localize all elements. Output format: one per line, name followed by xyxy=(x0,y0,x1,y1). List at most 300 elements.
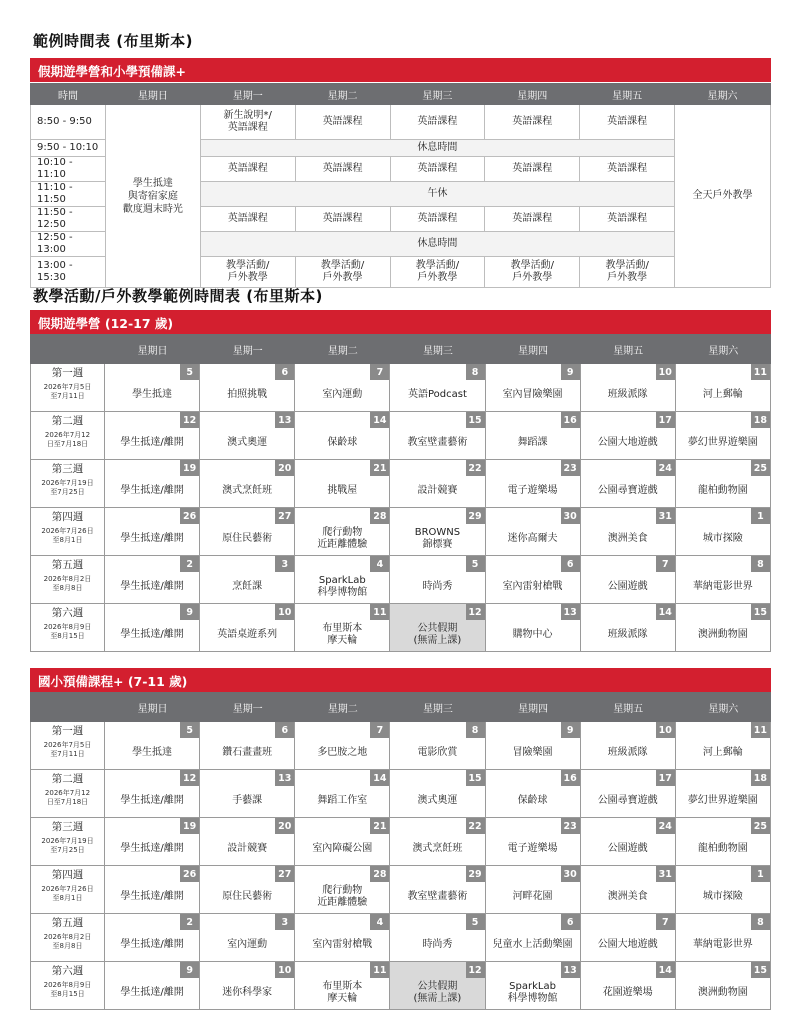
date-number: 24 xyxy=(656,460,675,476)
activity-name: 手藝課 xyxy=(232,794,263,806)
activity-name: SparkLab 科學博物館 xyxy=(507,980,558,1004)
activity-name: 教室壁畫藝術 xyxy=(407,890,468,902)
week-name: 第二週 xyxy=(51,773,84,785)
sunday-activity: 學生抵達 與寄宿家庭 歡度週末時光 xyxy=(105,105,200,288)
day-cell xyxy=(676,604,771,651)
date-number: 31 xyxy=(656,866,675,882)
day-cell xyxy=(581,364,676,411)
activity-name: 布里斯本 摩天輪 xyxy=(322,980,363,1004)
week-dates: 2026年8月9日 至8月15日 xyxy=(43,981,92,998)
activity-name: 舞蹈課 xyxy=(517,436,548,448)
week-label-cell xyxy=(30,604,105,651)
header-sun: 星期日 xyxy=(105,84,200,105)
date-number: 6 xyxy=(275,722,294,738)
break-cell: 休息時間 xyxy=(200,140,674,157)
day-cell xyxy=(390,962,485,1009)
day-cell xyxy=(295,508,390,555)
day-cell xyxy=(676,770,771,817)
grid-header-row xyxy=(30,692,771,722)
primary-prep-band: 國小預備課程+ (7-11 歲) xyxy=(30,668,771,692)
activity-name: 學生抵達 xyxy=(132,746,173,758)
day-cell xyxy=(105,604,200,651)
activity-name: 爬行動物 近距離體驗 xyxy=(317,526,368,550)
daily-timetable xyxy=(30,83,771,288)
activity-name: 學生抵達/離開 xyxy=(120,938,184,950)
activity-name: 學生抵達/離開 xyxy=(120,794,184,806)
date-number: 20 xyxy=(275,818,294,834)
week-name: 第五週 xyxy=(51,559,84,571)
date-number: 14 xyxy=(370,770,389,786)
day-cell xyxy=(295,460,390,507)
grid-header-week xyxy=(30,692,105,722)
date-number: 18 xyxy=(751,770,770,786)
week-row xyxy=(30,866,771,914)
activity-name: 花園遊樂場 xyxy=(602,986,653,998)
day-cell xyxy=(295,866,390,913)
activity-name: 學生抵達/離開 xyxy=(120,580,184,592)
day-cell xyxy=(676,722,771,769)
day-cell xyxy=(581,604,676,651)
date-number: 19 xyxy=(180,818,199,834)
day-cell xyxy=(390,722,485,769)
grid-header-day: 星期六 xyxy=(708,345,739,357)
date-number: 13 xyxy=(275,412,294,428)
activity-name: 河上郵輪 xyxy=(702,388,743,400)
date-number: 4 xyxy=(370,556,389,572)
week-name: 第四週 xyxy=(51,511,84,523)
date-number: 3 xyxy=(275,914,294,930)
date-number: 25 xyxy=(751,818,770,834)
week-dates: 2026年7月5日 至7月11日 xyxy=(43,741,92,758)
time-slot: 13:00 - 15:30 xyxy=(31,257,106,288)
day-cell xyxy=(390,508,485,555)
activity-name: 學生抵達/離開 xyxy=(120,842,184,854)
date-number: 28 xyxy=(370,866,389,882)
activity-name: 兒童水上活動樂園 xyxy=(492,938,573,950)
class-cell: 英語課程 xyxy=(295,157,390,182)
day-cell xyxy=(676,508,771,555)
day-cell xyxy=(581,508,676,555)
grid-header-day: 星期二 xyxy=(327,703,358,715)
activity-name: 烹飪課 xyxy=(232,580,263,592)
activity-name: 澳洲美食 xyxy=(607,532,648,544)
activity-timetable-title: 教學活動/戶外教學範例時間表 (布里斯本) xyxy=(33,287,323,305)
day-cell xyxy=(295,962,390,1009)
week-dates: 2026年7月19日 至7月25日 xyxy=(41,837,94,854)
day-cell xyxy=(486,508,581,555)
day-cell xyxy=(581,914,676,961)
date-number: 5 xyxy=(466,914,485,930)
date-number: 7 xyxy=(370,722,389,738)
day-cell xyxy=(200,770,295,817)
week-label-cell xyxy=(30,508,105,555)
activity-name: 澳洲動物園 xyxy=(697,986,748,998)
week-dates: 2026年7月26日 至8月1日 xyxy=(41,885,94,902)
day-cell xyxy=(295,770,390,817)
day-cell xyxy=(200,914,295,961)
class-cell: 教學活動/ 戶外教學 xyxy=(295,257,390,288)
date-number: 5 xyxy=(466,556,485,572)
day-cell xyxy=(105,866,200,913)
date-number: 13 xyxy=(561,604,580,620)
date-number: 10 xyxy=(275,604,294,620)
date-number: 5 xyxy=(180,364,199,380)
activity-name: 電子遊樂場 xyxy=(507,484,558,496)
week-dates: 2026年7月26日 至8月1日 xyxy=(41,527,94,544)
week-label-cell xyxy=(30,722,105,769)
day-cell xyxy=(390,818,485,865)
time-slot: 11:50 - 12:50 xyxy=(31,207,106,232)
activity-name: 華納電影世界 xyxy=(692,580,753,592)
date-number: 16 xyxy=(561,412,580,428)
activity-name: 購物中心 xyxy=(512,628,553,640)
date-number: 23 xyxy=(561,460,580,476)
header-wed: 星期三 xyxy=(390,84,485,105)
date-number: 1 xyxy=(751,508,770,524)
activity-name: 原住民藝術 xyxy=(222,890,273,902)
date-number: 17 xyxy=(656,770,675,786)
activity-name: 設計競賽 xyxy=(417,484,458,496)
day-cell xyxy=(200,722,295,769)
date-number: 30 xyxy=(561,508,580,524)
activity-name: 設計競賽 xyxy=(227,842,268,854)
grid-header-day: 星期六 xyxy=(708,703,739,715)
date-number: 22 xyxy=(466,818,485,834)
day-cell xyxy=(486,556,581,603)
week-name: 第二週 xyxy=(51,415,84,427)
date-number: 7 xyxy=(370,364,389,380)
activity-name: 班級派隊 xyxy=(607,628,648,640)
class-cell: 英語課程 xyxy=(295,207,390,232)
activity-name: 教室壁畫藝術 xyxy=(407,436,468,448)
date-number: 23 xyxy=(561,818,580,834)
week-name: 第五週 xyxy=(51,917,84,929)
day-cell xyxy=(200,556,295,603)
activity-name: 澳洲動物園 xyxy=(697,628,748,640)
activity-name: BROWNS 錦標賽 xyxy=(414,526,461,550)
holiday-camp-band: 假期遊學營和小學預備課+ xyxy=(30,58,771,82)
date-number: 17 xyxy=(656,412,675,428)
date-number: 8 xyxy=(751,556,770,572)
date-number: 29 xyxy=(466,508,485,524)
activity-name: 學生抵達/離開 xyxy=(120,484,184,496)
week-dates: 2026年8月2日 至8月8日 xyxy=(43,933,92,950)
date-number: 7 xyxy=(656,556,675,572)
week-name: 第六週 xyxy=(51,607,84,619)
date-number: 29 xyxy=(466,866,485,882)
header-fri: 星期五 xyxy=(580,84,675,105)
day-cell xyxy=(200,604,295,651)
date-number: 3 xyxy=(275,556,294,572)
date-number: 10 xyxy=(656,364,675,380)
activity-name: 華納電影世界 xyxy=(692,938,753,950)
activity-name: 公園大地遊戲 xyxy=(597,938,658,950)
grid-header-day: 星期一 xyxy=(232,345,263,357)
activity-name: 原住民藝術 xyxy=(222,532,273,544)
week-row xyxy=(30,722,771,770)
date-number: 7 xyxy=(656,914,675,930)
activity-name: 公園遊戲 xyxy=(607,842,648,854)
activity-name: 龍柏動物園 xyxy=(697,842,748,854)
date-number: 12 xyxy=(180,770,199,786)
day-cell xyxy=(200,412,295,459)
activity-name: 室內障礙公園 xyxy=(312,842,373,854)
day-cell xyxy=(676,556,771,603)
activity-name: 公園遊戲 xyxy=(607,580,648,592)
class-cell: 教學活動/ 戶外教學 xyxy=(580,257,675,288)
date-number: 14 xyxy=(656,962,675,978)
holiday-camp-age-band: 假期遊學營 (12-17 歲) xyxy=(30,310,771,334)
class-cell: 教學活動/ 戶外教學 xyxy=(390,257,485,288)
date-number: 14 xyxy=(656,604,675,620)
activity-name: 舞蹈工作室 xyxy=(317,794,368,806)
header-mon: 星期一 xyxy=(200,84,295,105)
week-name: 第四週 xyxy=(51,869,84,881)
activity-name: 公園尋寶遊戲 xyxy=(597,484,658,496)
week-label-cell xyxy=(30,866,105,913)
week-name: 第一週 xyxy=(51,367,84,379)
header-time: 時間 xyxy=(31,84,106,105)
date-number: 10 xyxy=(656,722,675,738)
day-cell xyxy=(581,818,676,865)
day-cell xyxy=(676,412,771,459)
date-number: 26 xyxy=(180,508,199,524)
activity-name: 拍照挑戰 xyxy=(227,388,268,400)
timetable-row xyxy=(31,105,771,140)
activity-name: 學生抵達/離開 xyxy=(120,532,184,544)
week-row xyxy=(30,556,771,604)
date-number: 6 xyxy=(561,914,580,930)
activity-name: 河上郵輪 xyxy=(702,746,743,758)
day-cell xyxy=(200,866,295,913)
week-dates: 2026年8月9日 至8月15日 xyxy=(43,623,92,640)
day-cell xyxy=(581,460,676,507)
class-cell: 英語課程 xyxy=(485,157,580,182)
day-cell xyxy=(486,460,581,507)
week-dates: 2026年8月2日 至8月8日 xyxy=(43,575,92,592)
day-cell xyxy=(105,962,200,1009)
day-cell xyxy=(200,962,295,1009)
activity-name: 時尚秀 xyxy=(422,580,453,592)
week-label-cell xyxy=(30,914,105,961)
date-number: 15 xyxy=(466,770,485,786)
class-cell: 教學活動/ 戶外教學 xyxy=(200,257,295,288)
time-slot: 8:50 - 9:50 xyxy=(31,105,106,140)
grid-header-day: 星期一 xyxy=(232,703,263,715)
activity-name: 城市探險 xyxy=(702,532,743,544)
day-cell xyxy=(486,722,581,769)
day-cell xyxy=(486,412,581,459)
class-cell: 新生說明*/ 英語課程 xyxy=(200,105,295,140)
day-cell xyxy=(676,962,771,1009)
date-number: 4 xyxy=(370,914,389,930)
date-number: 8 xyxy=(466,722,485,738)
grid-header-day: 星期四 xyxy=(518,345,549,357)
day-cell xyxy=(390,412,485,459)
date-number: 9 xyxy=(561,364,580,380)
week-name: 第三週 xyxy=(51,463,84,475)
activity-name: 挑戰屋 xyxy=(327,484,358,496)
day-cell xyxy=(486,604,581,651)
date-number: 18 xyxy=(751,412,770,428)
activity-name: 英語Podcast xyxy=(407,388,467,400)
date-number: 22 xyxy=(466,460,485,476)
day-cell xyxy=(390,556,485,603)
day-cell xyxy=(295,412,390,459)
class-cell: 英語課程 xyxy=(485,105,580,140)
date-number: 26 xyxy=(180,866,199,882)
date-number: 27 xyxy=(275,508,294,524)
date-number: 13 xyxy=(561,962,580,978)
activity-name: 保齡球 xyxy=(517,794,548,806)
day-cell xyxy=(105,460,200,507)
day-cell xyxy=(105,412,200,459)
day-cell xyxy=(295,818,390,865)
activity-name: 冒險樂園 xyxy=(512,746,553,758)
activity-name: 夢幻世界遊樂園 xyxy=(687,794,758,806)
activity-name: 室內運動 xyxy=(227,938,268,950)
header-sat: 星期六 xyxy=(675,84,771,105)
time-slot: 11:10 - 11:50 xyxy=(31,182,106,207)
activity-name: 學生抵達/離開 xyxy=(120,986,184,998)
activity-name: 河畔花園 xyxy=(512,890,553,902)
date-number: 15 xyxy=(751,604,770,620)
day-cell xyxy=(105,914,200,961)
activity-name: 班級派隊 xyxy=(607,746,648,758)
activity-name: 學生抵達/離開 xyxy=(120,890,184,902)
week-row xyxy=(30,364,771,412)
day-cell xyxy=(105,722,200,769)
primary-prep-activity-grid xyxy=(30,692,771,1010)
day-cell xyxy=(581,722,676,769)
activity-name: 迷你高爾夫 xyxy=(507,532,558,544)
date-number: 13 xyxy=(275,770,294,786)
day-cell xyxy=(676,818,771,865)
week-label-cell xyxy=(30,818,105,865)
activity-name: 室內冒險樂園 xyxy=(502,388,563,400)
day-cell xyxy=(295,364,390,411)
activity-name: 澳式奧運 xyxy=(417,794,458,806)
week-label-cell xyxy=(30,460,105,507)
week-dates: 2026年7月5日 至7月11日 xyxy=(43,383,92,400)
date-number: 11 xyxy=(370,604,389,620)
date-number: 12 xyxy=(180,412,199,428)
day-cell xyxy=(200,364,295,411)
class-cell: 英語課程 xyxy=(200,207,295,232)
week-row xyxy=(30,962,771,1010)
day-cell xyxy=(581,412,676,459)
activity-name: 室內運動 xyxy=(322,388,363,400)
grid-header-day: 星期日 xyxy=(137,703,168,715)
day-cell xyxy=(390,460,485,507)
day-cell xyxy=(581,962,676,1009)
week-row xyxy=(30,460,771,508)
activity-name: 迷你科學家 xyxy=(222,986,273,998)
week-row xyxy=(30,770,771,818)
date-number: 19 xyxy=(180,460,199,476)
activity-name: 布里斯本 摩天輪 xyxy=(322,622,363,646)
date-number: 9 xyxy=(180,962,199,978)
day-cell xyxy=(105,770,200,817)
week-label-cell xyxy=(30,962,105,1009)
day-cell xyxy=(486,866,581,913)
date-number: 8 xyxy=(751,914,770,930)
date-number: 15 xyxy=(466,412,485,428)
timetable-header-row xyxy=(31,84,771,105)
activity-name: 夢幻世界遊樂園 xyxy=(687,436,758,448)
week-dates: 2026年7月12 日至7月18日 xyxy=(44,431,91,448)
class-cell: 英語課程 xyxy=(485,207,580,232)
class-cell: 英語課程 xyxy=(580,157,675,182)
day-cell xyxy=(105,508,200,555)
break-cell: 休息時間 xyxy=(200,232,674,257)
date-number: 2 xyxy=(180,914,199,930)
class-cell: 英語課程 xyxy=(390,105,485,140)
day-cell xyxy=(676,364,771,411)
grid-header-day: 星期三 xyxy=(422,345,453,357)
activity-name: 澳洲美食 xyxy=(607,890,648,902)
week-row xyxy=(30,818,771,866)
day-cell xyxy=(486,962,581,1009)
day-cell xyxy=(581,556,676,603)
class-cell: 英語課程 xyxy=(580,105,675,140)
date-number: 27 xyxy=(275,866,294,882)
day-cell xyxy=(295,914,390,961)
activity-name: 室內雷射槍戰 xyxy=(502,580,563,592)
date-number: 24 xyxy=(656,818,675,834)
class-cell: 英語課程 xyxy=(295,105,390,140)
date-number: 2 xyxy=(180,556,199,572)
activity-name: 電子遊樂場 xyxy=(507,842,558,854)
week-row xyxy=(30,508,771,556)
date-number: 8 xyxy=(466,364,485,380)
day-cell xyxy=(390,364,485,411)
day-cell xyxy=(295,604,390,651)
date-number: 9 xyxy=(180,604,199,620)
week-label-cell xyxy=(30,364,105,411)
time-slot: 10:10 - 11:10 xyxy=(31,157,106,182)
activity-name: 時尚秀 xyxy=(422,938,453,950)
activity-name: 澳式烹飪班 xyxy=(222,484,273,496)
day-cell xyxy=(486,364,581,411)
day-cell xyxy=(676,914,771,961)
date-number: 12 xyxy=(466,962,485,978)
day-cell xyxy=(295,722,390,769)
activity-name: 澳式奧運 xyxy=(227,436,268,448)
date-number: 21 xyxy=(370,460,389,476)
day-cell xyxy=(390,770,485,817)
day-cell xyxy=(105,556,200,603)
date-number: 11 xyxy=(370,962,389,978)
week-row xyxy=(30,604,771,652)
activity-name: 班級派隊 xyxy=(607,388,648,400)
class-cell: 英語課程 xyxy=(390,207,485,232)
date-number: 11 xyxy=(751,364,770,380)
activity-name: 室內雷射槍戰 xyxy=(312,938,373,950)
week-label-cell xyxy=(30,412,105,459)
day-cell xyxy=(676,866,771,913)
week-label-cell xyxy=(30,770,105,817)
date-number: 28 xyxy=(370,508,389,524)
day-cell xyxy=(295,556,390,603)
week-row xyxy=(30,914,771,962)
activity-name: 爬行動物 近距離體驗 xyxy=(317,884,368,908)
week-name: 第三週 xyxy=(51,821,84,833)
day-cell xyxy=(200,460,295,507)
activity-name: 公園大地遊戲 xyxy=(597,436,658,448)
grid-header-day: 星期五 xyxy=(613,345,644,357)
activity-name: 學生抵達 xyxy=(132,388,173,400)
